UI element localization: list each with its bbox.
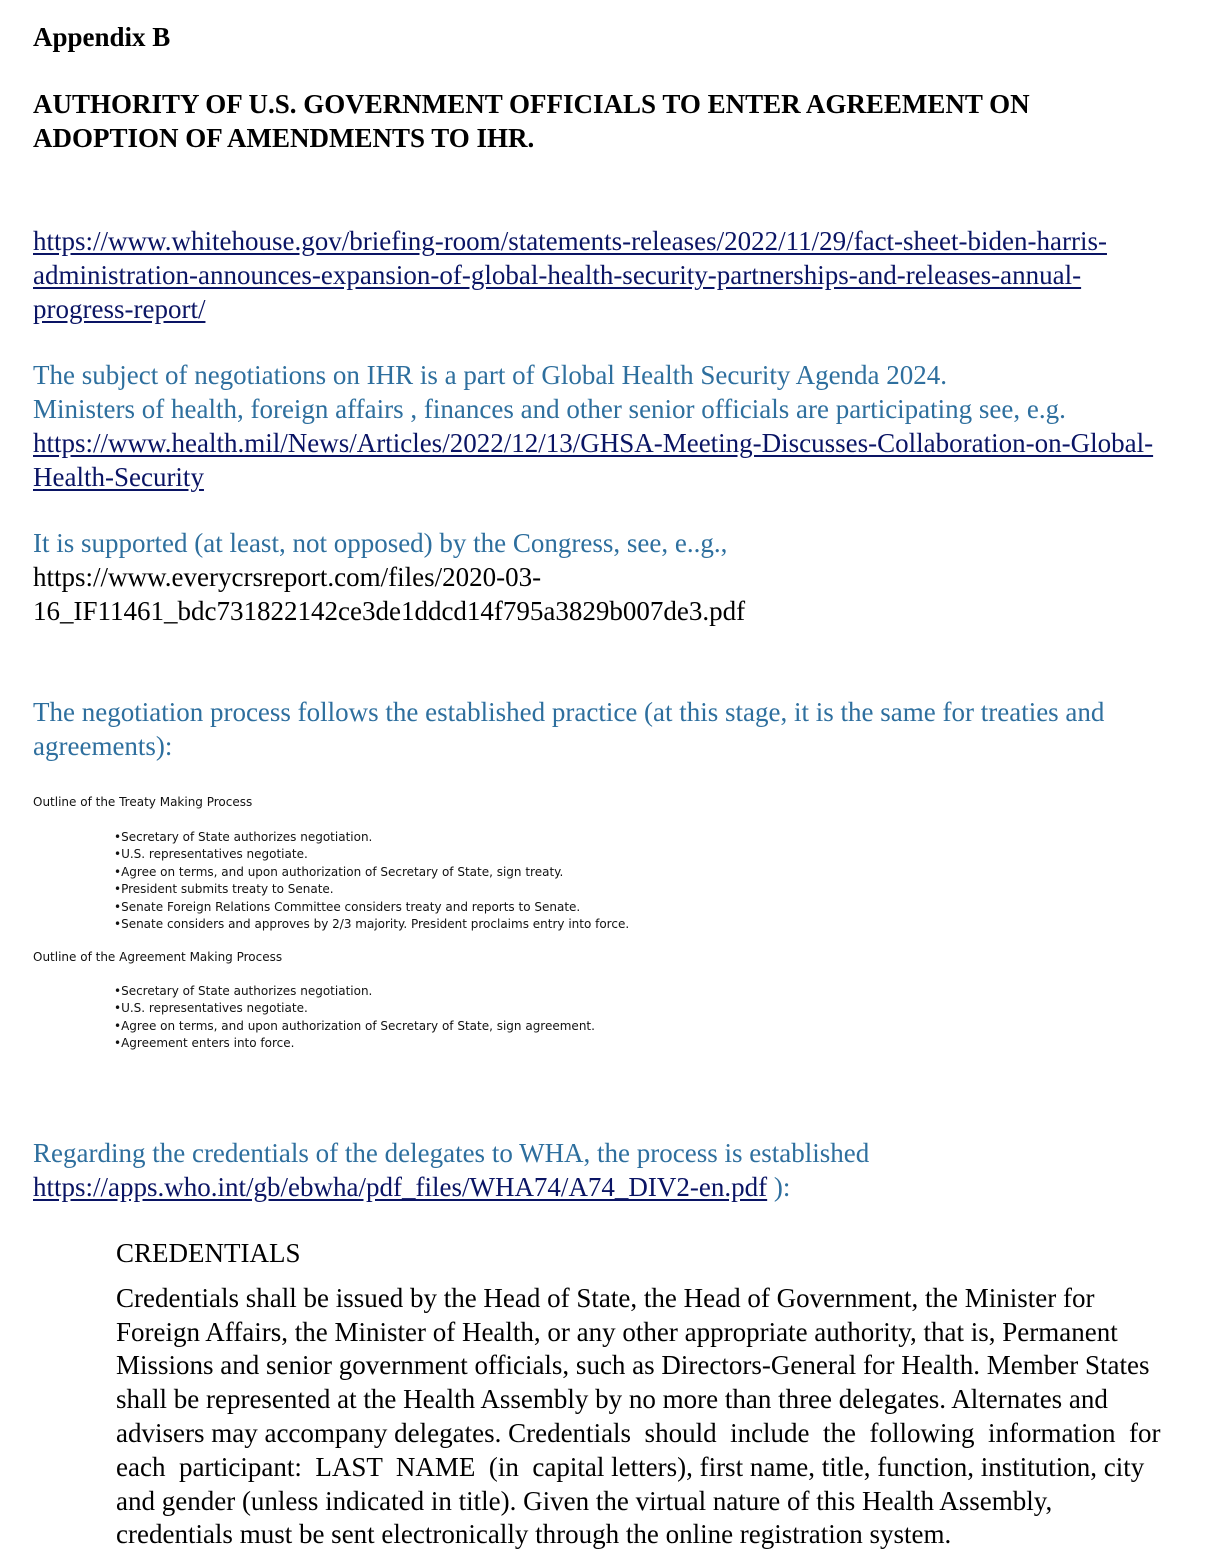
agreement-outline-list bbox=[114, 983, 595, 1053]
credentials-intro-line-1: Regarding the credentials of the delegates to WHA, the process is established bbox=[33, 1138, 870, 1168]
credentials-line-2: Foreign Affairs, the Minister of Health, or any other appropriate authority, that is, Permanent bbox=[116, 1316, 1118, 1347]
credentials-intro-suffix: ): bbox=[767, 1172, 791, 1202]
treaty-step-5: • Senate Foreign Relations Committee considers treaty and reports to Senate. bbox=[114, 899, 629, 916]
credentials-line-3: Missions and senior government officials, such as Directors-General for Health. Member States bbox=[116, 1350, 1150, 1381]
congress-paragraph bbox=[33, 526, 745, 628]
appendix-title: Appendix B bbox=[33, 22, 171, 52]
ghsa-line-1: The subject of negotiations on IHR is a part of Global Health Security Agenda 2024. bbox=[33, 360, 948, 390]
whitehouse-link-line-3[interactable]: progress-report/ bbox=[33, 294, 206, 324]
agreement-step-2: • U.S. representatives negotiate. bbox=[114, 1000, 595, 1017]
credentials-quote-block bbox=[116, 1237, 1192, 1552]
crs-url-line-1: https://www.everycrsreport.com/files/2020-03- bbox=[33, 562, 542, 592]
credentials-line-6: each participant: LAST NAME (in capital letters), first name, title, function, institution, city bbox=[116, 1451, 1145, 1482]
treaty-step-4: • President submits treaty to Senate. bbox=[114, 881, 629, 898]
ghsa-paragraph bbox=[33, 358, 1153, 494]
treaty-step-2: • U.S. representatives negotiate. bbox=[114, 846, 629, 863]
agreement-step-3: • Agree on terms, and upon authorization of Secretary of State, sign agreement. bbox=[114, 1018, 595, 1035]
heading-line-2: ADOPTION OF AMENDMENTS TO IHR. bbox=[33, 123, 535, 153]
credentials-line-8: credentials must be sent electronically through the online registration system. bbox=[116, 1519, 952, 1550]
health-mil-link-line-2[interactable]: Health-Security bbox=[33, 462, 204, 492]
negotiation-paragraph bbox=[33, 695, 1104, 763]
agreement-outline-title: Outline of the Agreement Making Process bbox=[33, 950, 283, 964]
negotiation-line-1: The negotiation process follows the established practice (at this stage, it is the same for treaties and bbox=[33, 697, 1105, 727]
credentials-line-7: and gender (unless indicated in title). Given the virtual nature of this Health Assembly, bbox=[116, 1485, 1053, 1516]
ghsa-line-2: Ministers of health, foreign affairs , finances and other senior officials are participating see, e.g. bbox=[33, 394, 1066, 424]
who-credentials-link[interactable]: https://apps.who.int/gb/ebwha/pdf_files/WHA74/A74_DIV2-en.pdf bbox=[33, 1172, 768, 1202]
negotiation-line-2: agreements): bbox=[33, 731, 173, 761]
credentials-title: CREDENTIALS bbox=[116, 1238, 301, 1268]
whitehouse-link-block bbox=[33, 224, 1107, 326]
treaty-outline-list bbox=[114, 829, 629, 933]
credentials-line-1: Credentials shall be issued by the Head of State, the Head of Government, the Minister for bbox=[116, 1282, 1095, 1313]
heading-line-1: AUTHORITY OF U.S. GOVERNMENT OFFICIALS TO ENTER AGREEMENT ON bbox=[33, 89, 1030, 119]
treaty-step-1: • Secretary of State authorizes negotiation. bbox=[114, 829, 629, 846]
treaty-outline-title: Outline of the Treaty Making Process bbox=[33, 795, 253, 809]
agreement-step-1: • Secretary of State authorizes negotiation. bbox=[114, 983, 595, 1000]
credentials-line-5: advisers may accompany delegates. Credentials should include the following information for bbox=[116, 1417, 1161, 1448]
whitehouse-link-line-1[interactable]: https://www.whitehouse.gov/briefing-room/statements-releases/2022/11/29/fact-sheet-biden-harris- bbox=[33, 226, 1107, 256]
congress-line-1: It is supported (at least, not opposed) by the Congress, see, e..g., bbox=[33, 528, 728, 558]
credentials-line-4: shall be represented at the Health Assembly by no more than three delegates. Alternates and bbox=[116, 1384, 1108, 1415]
document-heading bbox=[33, 87, 1030, 155]
health-mil-link-line-1[interactable]: https://www.health.mil/News/Articles/2022/12/13/GHSA-Meeting-Discusses-Collaboration-on-Global- bbox=[33, 428, 1154, 458]
treaty-step-3: • Agree on terms, and upon authorization of Secretary of State, sign treaty. bbox=[114, 864, 629, 881]
crs-url-line-2: 16_IF11461_bdc731822142ce3de1ddcd14f795a3829b007de3.pdf bbox=[33, 596, 746, 626]
agreement-step-4: • Agreement enters into force. bbox=[114, 1035, 595, 1052]
credentials-intro-paragraph bbox=[33, 1136, 869, 1204]
treaty-step-6: • Senate considers and approves by 2/3 majority. President proclaims entry into force. bbox=[114, 916, 629, 933]
whitehouse-link-line-2[interactable]: administration-announces-expansion-of-global-health-security-partnerships-and-releases-annual- bbox=[33, 260, 1082, 290]
